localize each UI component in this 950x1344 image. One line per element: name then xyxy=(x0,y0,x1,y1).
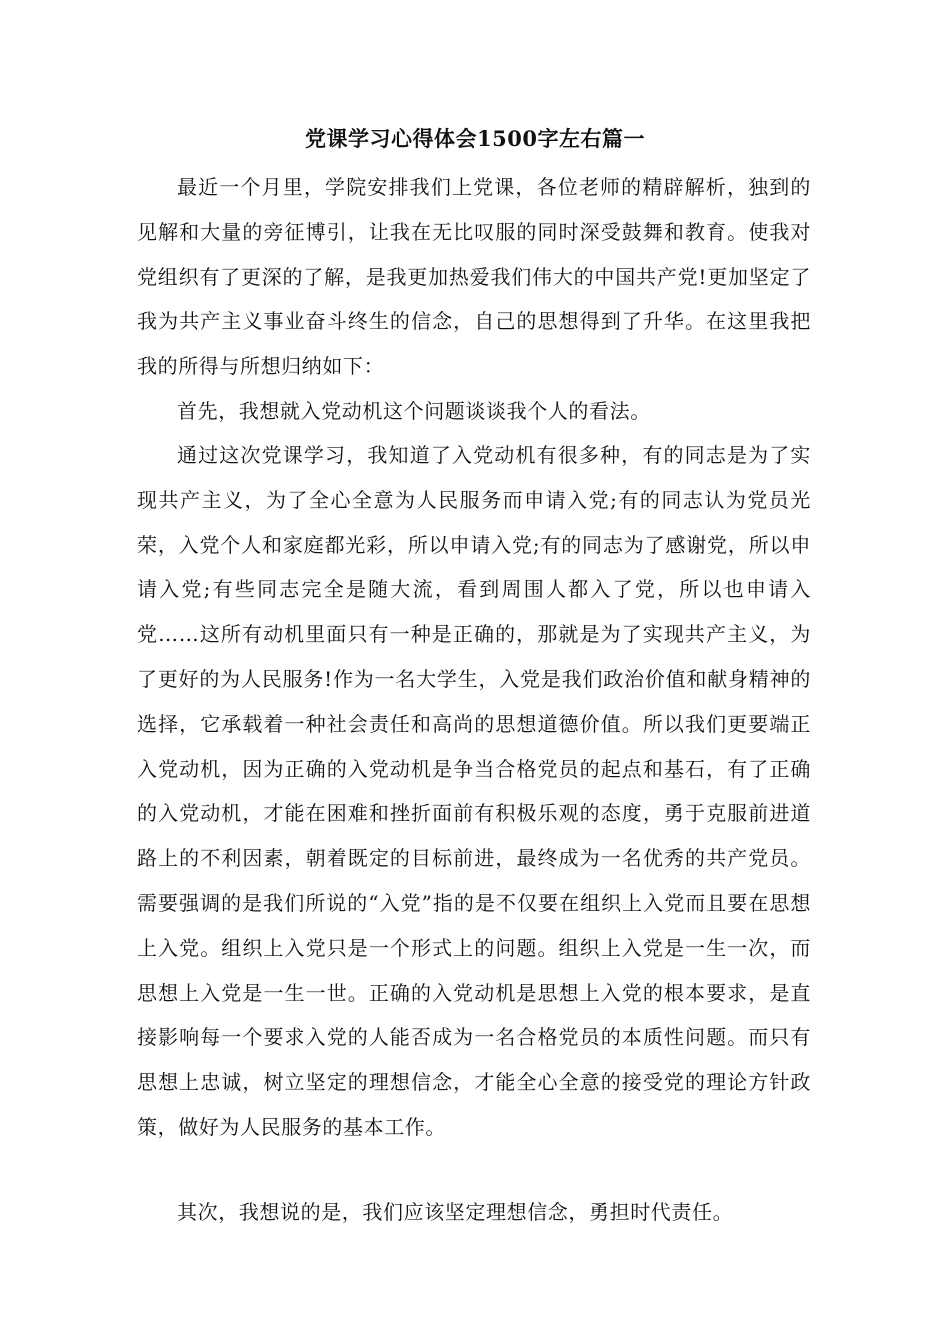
paragraph-motivation: 通过这次党课学习，我知道了入党动机有很多种，有的同志是为了实现共产主义，为了全心全意为人民服务而申请入党;有的同志认为党员光荣，入党个人和家庭都光彩，所以申请入党;有的同志为了感谢党，所以申请入党;有些同志完全是随大流，看到周围人都入了党，所以也申请入党……这所有动机里面只有一种是正确的，那就是为了实现共产主义，为了更好的为人民服务!作为一名大学生，入党是我们政治价值和献身精神的选择，它承载着一种社会责任和高尚的思想道德价值。所以我们更要端正入党动机，因为正确的入党动机是争当合格党员的起点和基石，有了正确的入党动机，才能在困难和挫折面前有积极乐观的态度，勇于克服前进道路上的不利因素，朝着既定的目标前进，最终成为一名优秀的共产党员。需要强调的是我们所说的“入党”指的是不仅要在组织上入党而且要在思想上入党。组织上入党只是一个形式上的问题。组织上入党是一生一次，而思想上入党是一生一世。正确的入党动机是思想上入党的根本要求，是直接影响每一个要求入党的人能否成为一名合格党员的本质性问题。而只有思想上忠诚，树立坚定的理想信念，才能全心全意的接受党的理论方针政策，做好为人民服务的基本工作。 xyxy=(137,443,811,1139)
document-title: 党课学习心得体会1500字左右篇一 xyxy=(305,126,645,151)
paragraph-first-point: 首先，我想就入党动机这个问题谈谈我个人的看法。 xyxy=(177,399,651,423)
paragraph-second-point: 其次，我想说的是，我们应该坚定理想信念，勇担时代责任。 xyxy=(177,1200,734,1224)
paragraph-intro: 最近一个月里，学院安排我们上党课，各位老师的精辟解析，独到的见解和大量的旁征博引，让我在无比叹服的同时深受鼓舞和教育。使我对党组织有了更深的了解，是我更加热爱我们伟大的中国共产党!更加坚定了我为共产主义事业奋斗终生的信念，自己的思想得到了升华。在这里我把我的所得与所想归纳如下： xyxy=(137,175,811,379)
